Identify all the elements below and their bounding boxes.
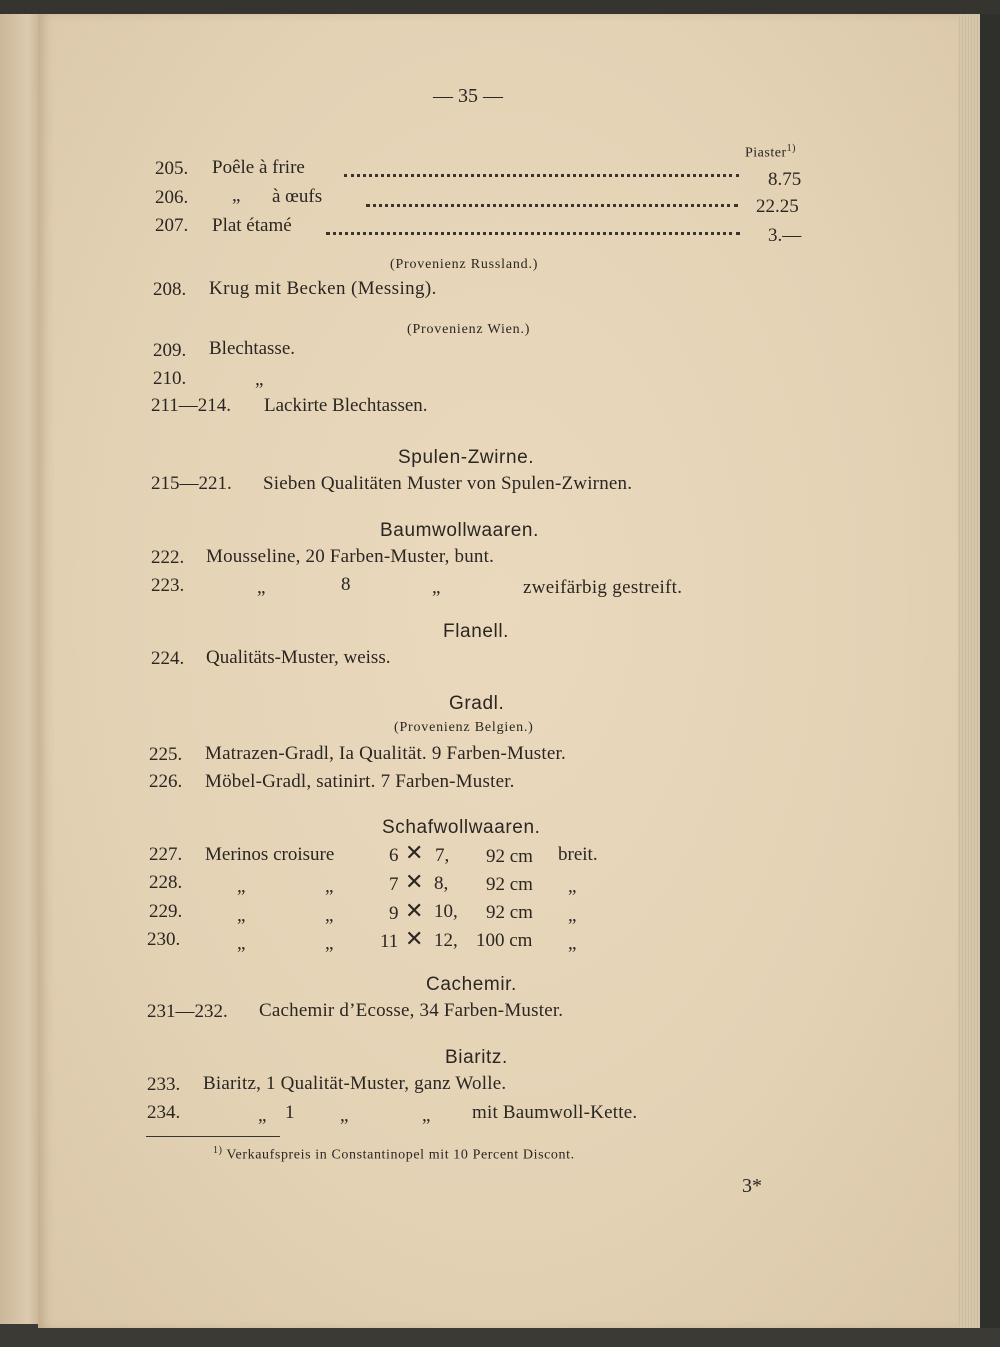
- item-width: 100 cm: [476, 930, 533, 951]
- footnote-ref: 1): [786, 143, 796, 154]
- item-text: Lackirte Blechtassen.: [264, 395, 428, 416]
- item-number: 210.: [153, 368, 187, 389]
- book-cover-bottom: [0, 1328, 1000, 1347]
- footnote-text: Verkaufspreis in Constantinopel mit 10 Percent Discont.: [226, 1147, 575, 1163]
- item-text: Biaritz, 1 Qualität-Muster, ganz Wolle.: [203, 1073, 507, 1094]
- item-number: 225.: [149, 744, 183, 765]
- ditto-mark: „: [432, 577, 441, 598]
- provenance-note: (Provenienz Wien.): [407, 322, 531, 337]
- item-price: 3.—: [768, 225, 802, 246]
- footnote-mark: 1): [213, 1145, 223, 1156]
- item-text: Cachemir d’Ecosse, 34 Farben-Muster.: [259, 1000, 564, 1021]
- item-count: 8: [341, 574, 351, 595]
- provenance-note: (Provenienz Belgien.): [394, 720, 534, 735]
- provenance-note: (Provenienz Russland.): [390, 257, 539, 272]
- leader-dots: [366, 204, 738, 207]
- footnote: [213, 1146, 575, 1163]
- item-width: 92 cm: [486, 874, 533, 895]
- item-text: Qualitäts-Muster, weiss.: [206, 647, 391, 668]
- size-a: 9: [389, 903, 399, 924]
- item-text: Krug mit Becken (Messing).: [209, 278, 437, 299]
- ditto-mark: „: [258, 1105, 267, 1126]
- item-width: 92 cm: [486, 902, 533, 923]
- ditto-mark: „: [237, 905, 246, 926]
- item-text: mit Baumwoll-Kette.: [472, 1102, 638, 1123]
- item-text: Sieben Qualitäten Muster von Spulen-Zwirnen.: [263, 473, 633, 494]
- size-b: 12,: [434, 930, 458, 951]
- item-count: 1: [285, 1102, 295, 1123]
- ditto-mark: „: [325, 905, 334, 926]
- page-stack-edge: [958, 8, 982, 1328]
- item-number: 215—221.: [151, 473, 232, 494]
- ditto-mark: „: [237, 876, 246, 897]
- section-heading: Baumwollwaaren.: [380, 520, 539, 541]
- signature-mark: 3*: [742, 1175, 762, 1197]
- facing-page-edge: [0, 14, 40, 1324]
- item-number: 208.: [153, 279, 187, 300]
- ditto-mark: „: [422, 1105, 431, 1126]
- leader-dots: [344, 174, 739, 177]
- item-number: 231—232.: [147, 1001, 228, 1022]
- item-name: Poêle à frire: [212, 157, 305, 178]
- item-price: 8.75: [768, 169, 802, 190]
- item-number: 211—214.: [151, 395, 232, 416]
- item-text: Matrazen-Gradl, Ia Qualität. 9 Farben-Muster.: [205, 743, 566, 764]
- ditto-mark: „: [568, 876, 577, 897]
- item-text: Blechtasse.: [209, 338, 296, 359]
- item-number: 227.: [149, 844, 183, 865]
- item-number: 228.: [149, 872, 183, 893]
- ditto-mark: „: [325, 876, 334, 897]
- times-icon: ✕: [405, 899, 424, 924]
- item-number: 209.: [153, 340, 187, 361]
- section-heading: Gradl.: [449, 693, 505, 714]
- item-number: 205.: [155, 158, 189, 179]
- section-heading: Biaritz.: [445, 1047, 508, 1068]
- section-heading: Spulen-Zwirne.: [398, 447, 535, 468]
- size-a: 7: [389, 874, 399, 895]
- ditto-mark: „: [340, 1105, 349, 1126]
- item-width: 92 cm: [486, 846, 533, 867]
- page-number: — 35 —: [433, 85, 503, 107]
- times-icon: ✕: [405, 927, 424, 952]
- size-b: 8,: [434, 873, 449, 894]
- book-cover-top: [0, 0, 1000, 14]
- item-name: à œufs: [272, 186, 323, 207]
- size-a: 6: [389, 845, 399, 866]
- section-heading: Cachemir.: [426, 974, 517, 995]
- item-text: zweifärbig gestreift.: [523, 577, 683, 598]
- leader-dots: [326, 232, 740, 235]
- ditto-mark: „: [257, 577, 266, 598]
- item-number: 206.: [155, 187, 189, 208]
- item-name: Merinos croisure: [205, 844, 335, 865]
- section-heading: Schafwollwaaren.: [382, 817, 541, 838]
- item-text: Mousseline, 20 Farben-Muster, bunt.: [206, 546, 495, 567]
- item-number: 230.: [147, 929, 181, 950]
- item-number: 226.: [149, 771, 183, 792]
- price-column-header: Piaster$^{1)}$: [745, 143, 796, 161]
- ditto-mark: „: [568, 905, 577, 926]
- size-a: 11: [380, 931, 399, 952]
- ditto-mark: „: [255, 369, 264, 390]
- ditto-mark: „: [568, 933, 577, 954]
- item-text: Möbel-Gradl, satinirt. 7 Farben-Muster.: [205, 771, 515, 792]
- ditto-mark: „: [232, 185, 241, 206]
- item-number: 234.: [147, 1102, 181, 1123]
- times-icon: ✕: [405, 841, 424, 866]
- item-name: Plat étamé: [212, 215, 292, 236]
- item-note: breit.: [558, 844, 598, 865]
- times-icon: ✕: [405, 870, 424, 895]
- item-number: 222.: [151, 547, 185, 568]
- page-paper: [38, 12, 963, 1330]
- item-number: 224.: [151, 648, 185, 669]
- footnote-rule: [146, 1136, 280, 1137]
- section-heading: Flanell.: [443, 621, 510, 642]
- item-number: 233.: [147, 1074, 181, 1095]
- book-cover-right: [980, 0, 1000, 1347]
- ditto-mark: „: [325, 933, 334, 954]
- item-number: 207.: [155, 215, 189, 236]
- item-price: 22.25: [756, 196, 799, 217]
- size-b: 10,: [434, 901, 458, 922]
- size-b: 7,: [435, 845, 450, 866]
- ditto-mark: „: [237, 933, 246, 954]
- item-number: 229.: [149, 901, 183, 922]
- item-number: 223.: [151, 575, 185, 596]
